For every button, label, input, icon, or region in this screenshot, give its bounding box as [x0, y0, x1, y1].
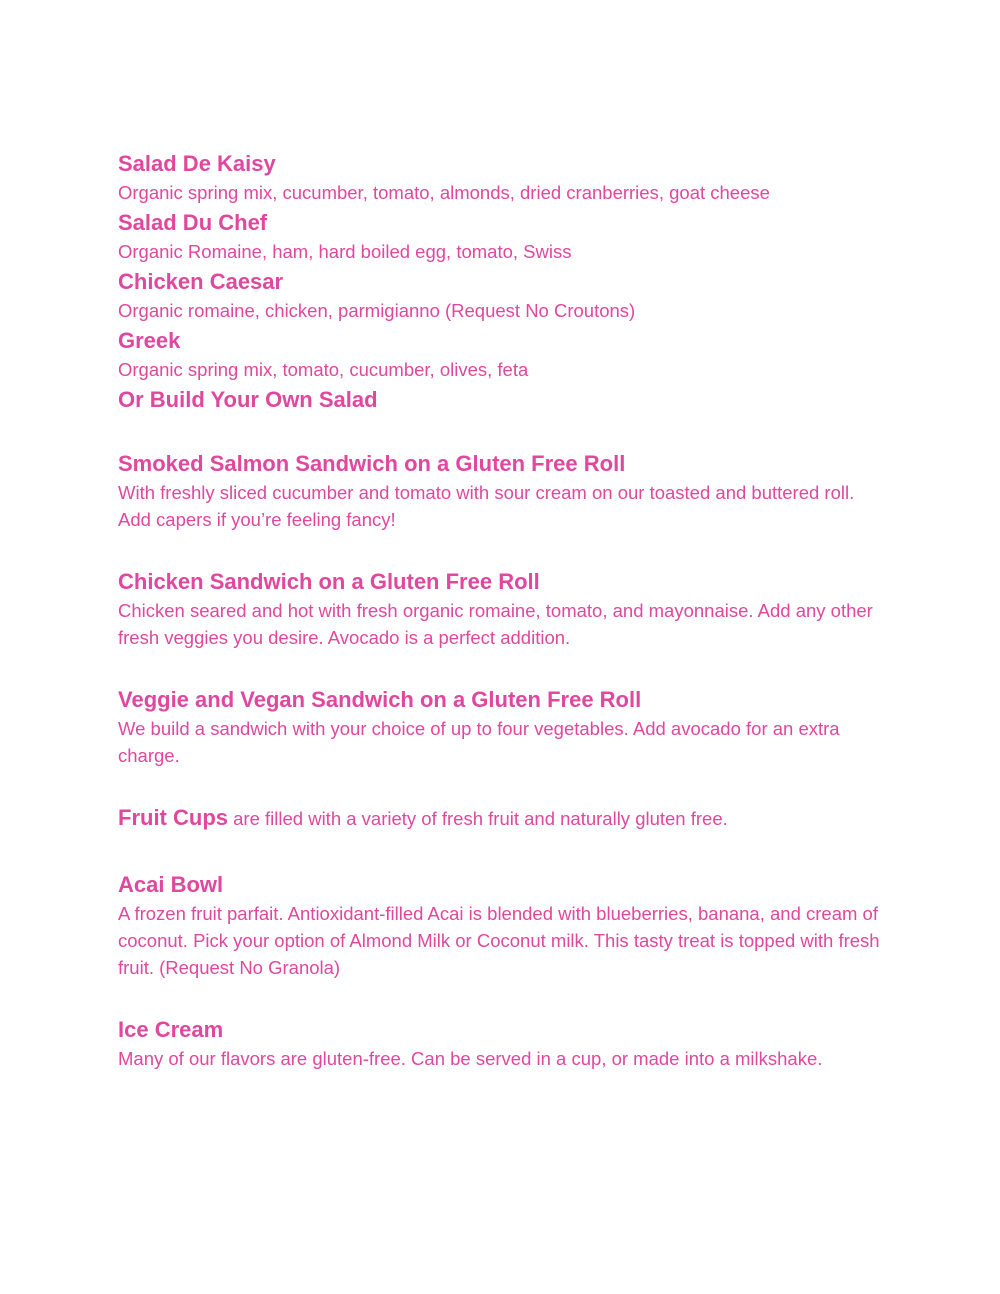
item-description: Organic spring mix, cucumber, tomato, almonds, dried cranberries, goat cheese [118, 182, 770, 203]
item-description: With freshly sliced cucumber and tomato with sour cream on our toasted and buttered roll. Add capers if you’re feeling fancy! [118, 482, 855, 530]
item-title: Ice Cream [118, 1017, 224, 1042]
item-description: Organic romaine, chicken, parmigianno (Request No Croutons) [118, 300, 636, 321]
item-description: Chicken seared and hot with fresh organic romaine, tomato, and mayonnaise. Add any other fresh veggies you desire. Avocado is a perfect addition. [118, 600, 873, 648]
spacer [118, 533, 888, 567]
spacer [118, 769, 888, 803]
item-title: Greek [118, 328, 181, 353]
item-title: Chicken Sandwich on a Gluten Free Roll [118, 569, 540, 594]
item-title: Veggie and Vegan Sandwich on a Gluten Free Roll [118, 687, 642, 712]
menu-item-acai-bowl [118, 870, 888, 981]
item-description: We build a sandwich with your choice of up to four vegetables. Add avocado for an extra charge. [118, 718, 840, 766]
menu-item-veggie-sandwich [118, 685, 888, 769]
menu-item-salad-de-kaisy [118, 148, 888, 207]
menu-item-salad-du-chef [118, 207, 888, 266]
item-title: Salad De Kaisy [118, 151, 276, 176]
menu-item-fruit-cups [118, 803, 888, 834]
item-title: Or Build Your Own Salad [118, 387, 378, 412]
menu-item-build-own-salad [118, 384, 888, 415]
menu-item-ice-cream [118, 1015, 888, 1072]
item-title: Salad Du Chef [118, 210, 268, 235]
item-title: Acai Bowl [118, 872, 224, 897]
spacer [118, 651, 888, 685]
spacer [118, 415, 888, 449]
menu-item-greek [118, 325, 888, 384]
spacer [118, 834, 888, 870]
item-title: Fruit Cups [118, 805, 228, 830]
menu-item-chicken-caesar [118, 266, 888, 325]
menu-page [118, 148, 888, 1072]
item-description: are filled with a variety of fresh fruit and naturally gluten free. [228, 808, 728, 829]
item-title: Smoked Salmon Sandwich on a Gluten Free Roll [118, 451, 626, 476]
item-description: Organic Romaine, ham, hard boiled egg, tomato, Swiss [118, 241, 572, 262]
menu-item-smoked-salmon-sandwich [118, 449, 888, 533]
item-description: Many of our flavors are gluten-free. Can be served in a cup, or made into a milkshake. [118, 1048, 823, 1069]
item-description: Organic spring mix, tomato, cucumber, olives, feta [118, 359, 529, 380]
item-title: Chicken Caesar [118, 269, 284, 294]
spacer [118, 981, 888, 1015]
item-description: A frozen fruit parfait. Antioxidant-filled Acai is blended with blueberries, banana, and cream of coconut. Pick your option of Almond Milk or Coconut milk. This tasty treat is topped with fresh fruit. (Request No Granola) [118, 903, 880, 978]
menu-item-chicken-sandwich [118, 567, 888, 651]
